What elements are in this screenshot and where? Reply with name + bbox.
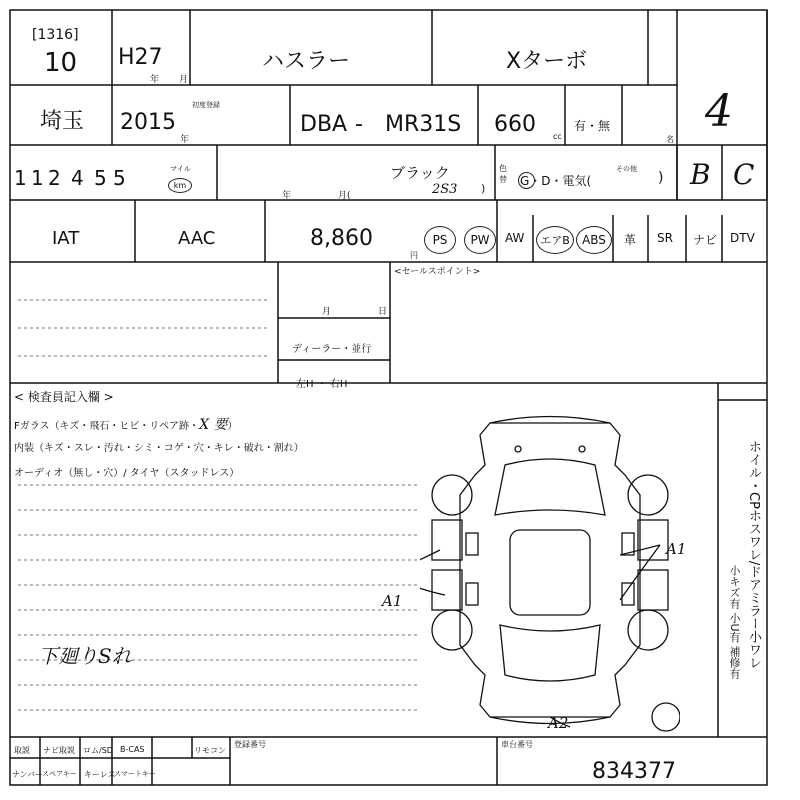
reg-number-header: 登録番号 xyxy=(234,740,266,749)
equip-sunroof: SR xyxy=(657,231,673,245)
damage-mark-bottom: A2 xyxy=(548,714,569,732)
mile-label: マイル xyxy=(170,165,191,173)
equip-ps: PS xyxy=(424,226,456,254)
mileage-digit: 4 xyxy=(71,166,84,190)
mileage-digit: 5 xyxy=(94,166,107,190)
glass-text: Fガラス（キズ・飛石・ヒビ・リペア跡・ xyxy=(14,421,200,432)
displacement: 660 xyxy=(494,112,536,137)
yen-unit: 円 xyxy=(410,251,418,260)
chassis-number-header: 車台番号 xyxy=(501,740,533,749)
color: ブラック xyxy=(390,164,450,182)
mileage-digit: 1 xyxy=(14,166,27,190)
region: 埼玉 xyxy=(40,109,85,134)
fuel-close: ) xyxy=(658,170,664,186)
footer-item: キーレス xyxy=(84,770,116,779)
equip-airbag: エアB xyxy=(536,226,574,254)
chassis-sep: - xyxy=(355,112,363,137)
year-unit: 年 xyxy=(150,75,160,85)
interior-score: C xyxy=(733,158,755,191)
fuel-type: G・D・電気( xyxy=(520,174,592,188)
inspector-title: < 検査員記入欄 > xyxy=(14,390,114,404)
sales-point-label: <セールスポイント> xyxy=(394,267,481,277)
footer-item: 取説 xyxy=(14,746,30,755)
year-ad-unit: 年 xyxy=(180,135,190,145)
equip-navi: ナビ xyxy=(693,233,718,247)
yes-no: 有・無 xyxy=(574,119,611,133)
shift-type: IAT xyxy=(52,228,80,249)
color-change-label: 色替 xyxy=(499,164,507,184)
recycle-fee: 8,860 xyxy=(310,226,373,251)
footer-item: リモコン xyxy=(194,746,226,755)
km-label: km xyxy=(168,178,192,193)
chassis-number: 834377 xyxy=(592,759,676,784)
lot-label: [1316] xyxy=(32,27,79,43)
month-label: 月( xyxy=(338,191,351,201)
steering-side: 左H ・ 右H xyxy=(296,379,348,390)
equip-aw: AW xyxy=(505,231,525,245)
footer-item: ロム/SD xyxy=(83,746,113,755)
year-ad: 2015 xyxy=(120,110,176,135)
equip-leather: 革 xyxy=(624,233,637,247)
equip-pw: PW xyxy=(464,226,496,254)
side-note-2: 小キズ有 小U有 補修有 xyxy=(728,565,741,680)
equip-dtv: DTV xyxy=(730,231,755,245)
expiry-day: 日 xyxy=(378,307,388,317)
overall-score: 4 xyxy=(705,86,733,137)
footer-item: スマートキー xyxy=(114,770,156,778)
footer-item: ナビ取説 xyxy=(43,746,75,755)
mileage-digit: 1 xyxy=(31,166,44,190)
cc-unit: cc xyxy=(553,132,562,141)
chassis-prefix: DBA xyxy=(300,112,348,137)
air-conditioner: AAC xyxy=(178,228,216,249)
glass-end: ） xyxy=(227,421,238,432)
year-label: 年 xyxy=(282,191,292,201)
expiry-month: 月 xyxy=(322,307,332,317)
lot-number: 10 xyxy=(44,48,78,78)
handwritten-note: 下廻りSれ xyxy=(38,644,132,668)
name-unit: 名 xyxy=(666,135,674,144)
damage-mark-left: A1 xyxy=(382,592,403,610)
mileage xyxy=(14,166,127,190)
close-paren: ) xyxy=(481,182,486,195)
side-note-1: ホイル・CPホスワレ/ドアミラー小ワレ xyxy=(746,440,761,670)
first-reg-note: 初度登録 xyxy=(192,101,220,109)
footer-item: B-CAS xyxy=(120,745,145,754)
chassis-model: MR31S xyxy=(385,112,462,137)
fuel-circle xyxy=(518,172,535,189)
model-name: ハスラー xyxy=(262,49,351,74)
inspector-line-glass xyxy=(14,414,237,434)
exterior-score: B xyxy=(690,158,711,191)
year-jp: H27 xyxy=(118,45,163,70)
mileage-digit: 2 xyxy=(48,166,61,190)
inspector-line-audio: オーディオ（無し・穴）/ タイヤ（スタッドレス） xyxy=(14,468,240,479)
inspector-line-interior: 内装（キズ・スレ・汚れ・シミ・コゲ・穴・キレ・破れ・割れ） xyxy=(14,443,304,454)
dealer-parallel: ディーラー・並行 xyxy=(292,344,372,355)
mileage-digit: 5 xyxy=(113,166,126,190)
color-code: 2S3 xyxy=(432,182,458,197)
footer-item: スペアキー xyxy=(42,770,77,778)
month-unit: 月 xyxy=(179,75,189,85)
fuel-other: その他 xyxy=(616,165,637,173)
damage-mark-right: A1 xyxy=(666,540,687,558)
car-damage-diagram xyxy=(420,405,680,735)
footer-item: ナンバー xyxy=(12,770,44,779)
equip-abs: ABS xyxy=(576,226,612,254)
grade: Xターボ xyxy=(506,49,588,74)
glass-mark: X 要 xyxy=(199,417,228,433)
